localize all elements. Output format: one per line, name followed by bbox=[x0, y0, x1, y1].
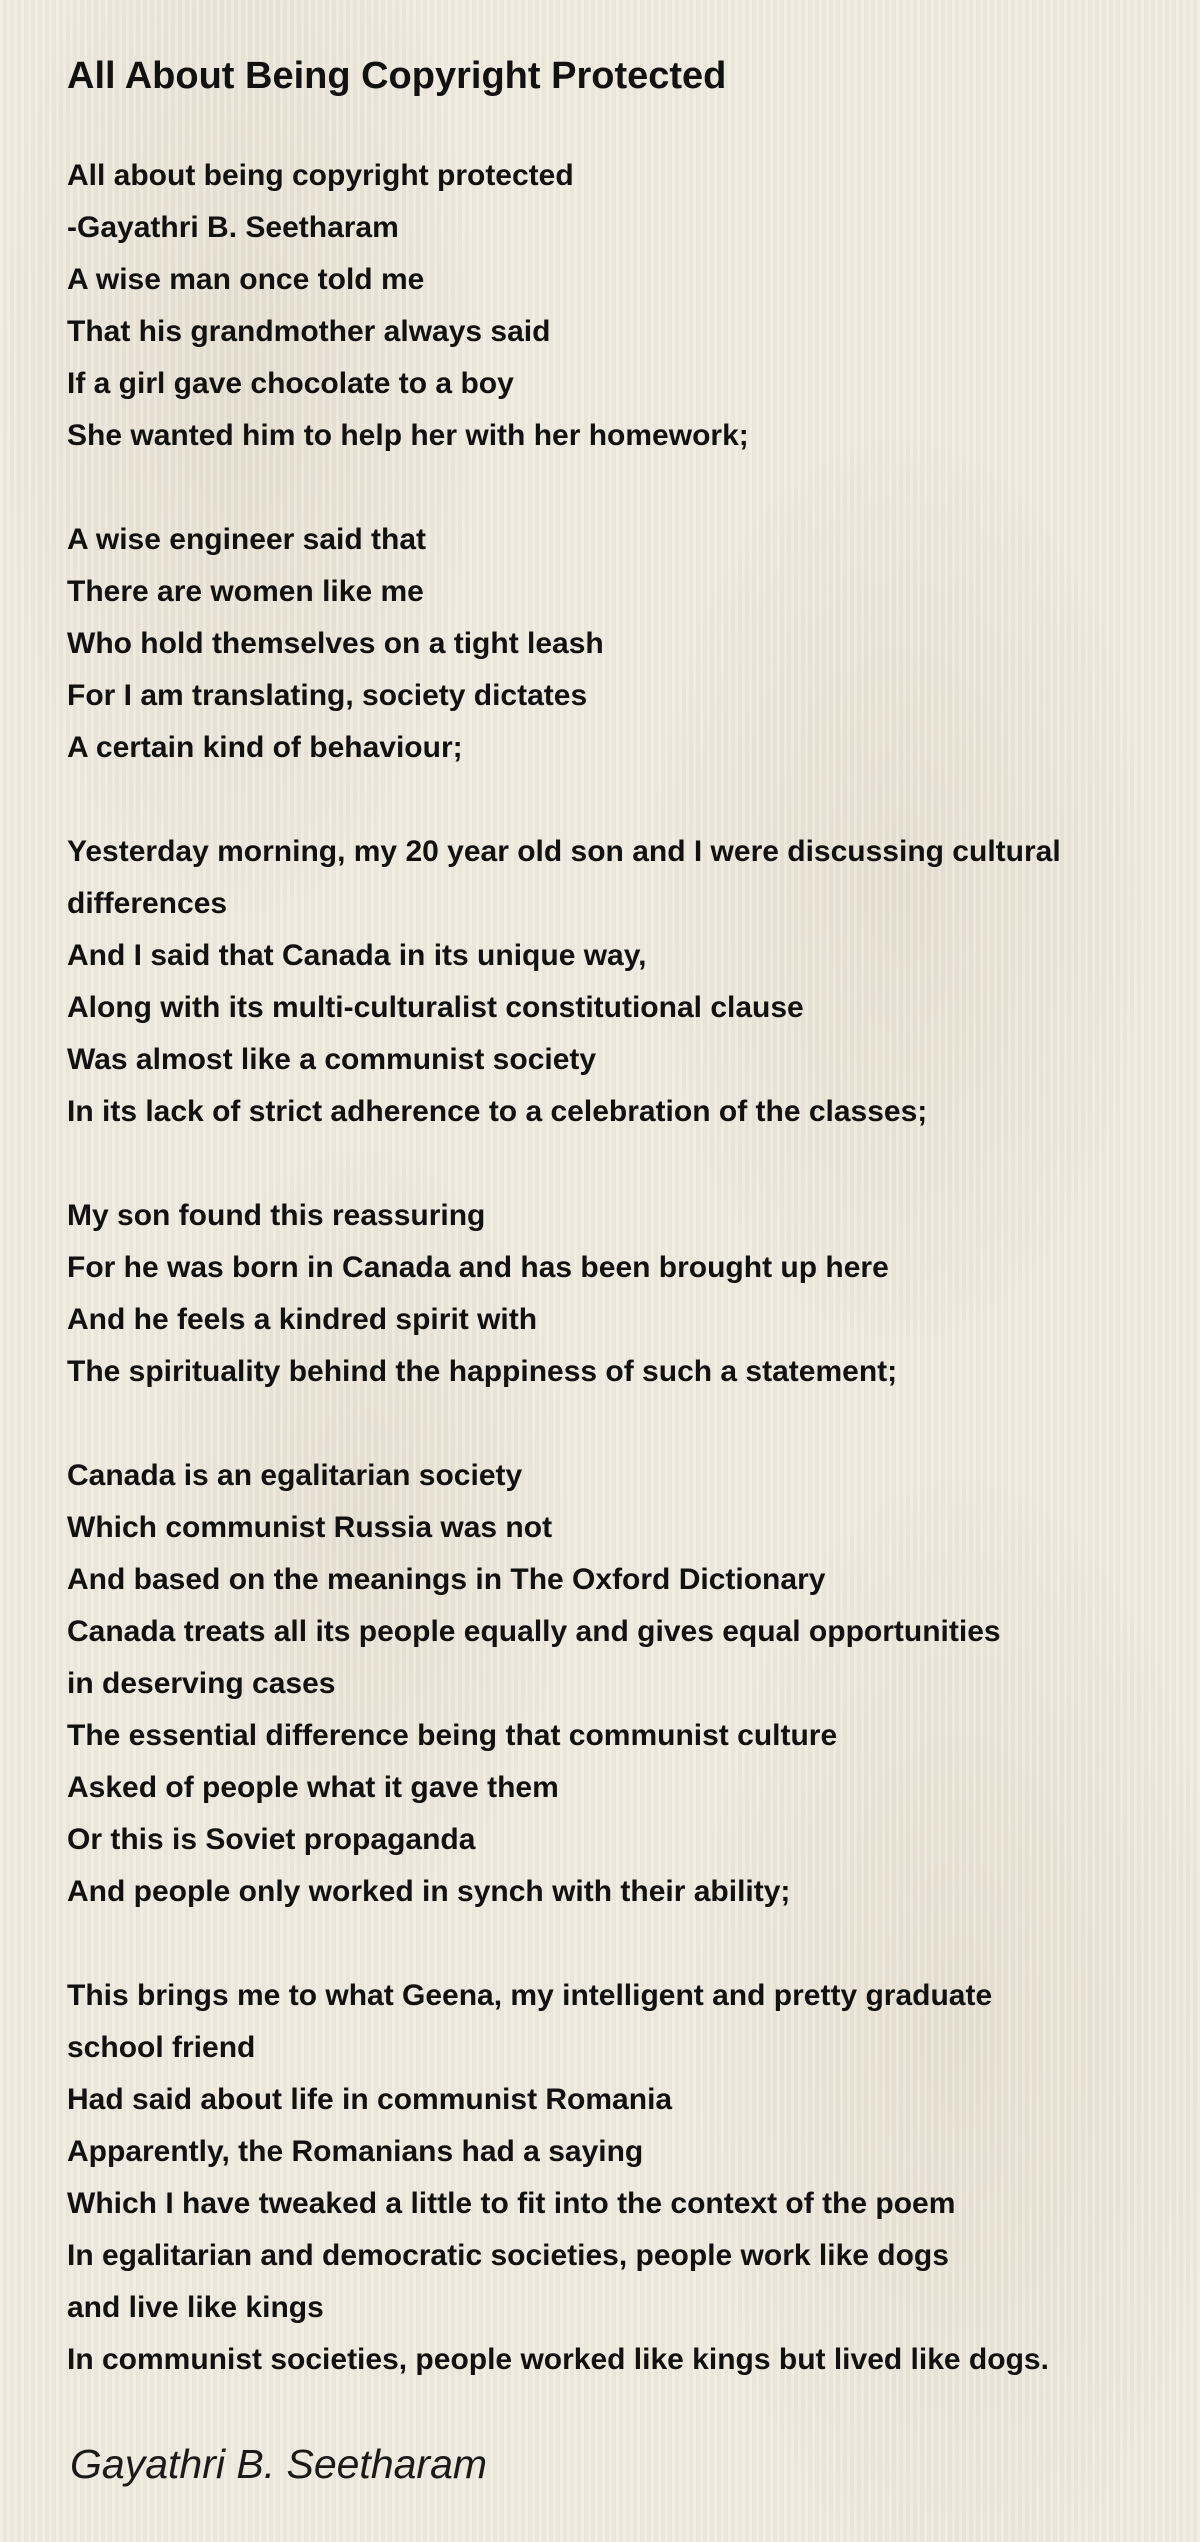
stanza-2 bbox=[67, 514, 1140, 774]
poem-line: and live like kings bbox=[67, 2291, 324, 2324]
poem-line: Canada is an egalitarian society bbox=[67, 1459, 523, 1492]
stanza-3 bbox=[67, 826, 1140, 1138]
poem-line: Had said about life in communist Romania bbox=[67, 2083, 673, 2116]
poem-line: All about being copyright protected bbox=[67, 159, 574, 192]
poem-line: -Gayathri B. Seetharam bbox=[67, 211, 399, 244]
poem-line: In its lack of strict adherence to a celebration of the classes; bbox=[67, 1095, 928, 1128]
stanza-5 bbox=[67, 1450, 1140, 1918]
poem-author: Gayathri B. Seetharam bbox=[70, 2441, 488, 2487]
poem-line: The spirituality behind the happiness of such a statement; bbox=[67, 1355, 898, 1388]
poem-line: For he was born in Canada and has been brought up here bbox=[67, 1251, 889, 1284]
poem-line: She wanted him to help her with her homework; bbox=[67, 419, 749, 452]
poem-line: Along with its multi-culturalist constitutional clause bbox=[67, 991, 804, 1024]
poem-line: The essential difference being that communist culture bbox=[67, 1719, 838, 1752]
poem-line: And people only worked in synch with their ability; bbox=[67, 1875, 791, 1908]
poem-line: My son found this reassuring bbox=[67, 1199, 486, 1232]
stanza-1 bbox=[67, 150, 1140, 462]
poem-line: Yesterday morning, my 20 year old son and I were discussing cultural bbox=[67, 835, 1061, 868]
poem-line: differences bbox=[67, 887, 228, 920]
poem-line: in deserving cases bbox=[67, 1667, 336, 1700]
poem-line: Apparently, the Romanians had a saying bbox=[67, 2135, 644, 2168]
poem-line: school friend bbox=[67, 2031, 256, 2064]
poem-line: A certain kind of behaviour; bbox=[67, 731, 463, 764]
poem-body bbox=[67, 150, 1140, 2386]
poem-line: And I said that Canada in its unique way, bbox=[67, 939, 647, 972]
poem-line: A wise man once told me bbox=[67, 263, 425, 296]
poem-line: A wise engineer said that bbox=[67, 523, 426, 556]
poem-line: And he feels a kindred spirit with bbox=[67, 1303, 538, 1336]
poem-line: Was almost like a communist society bbox=[67, 1043, 597, 1076]
poem-line: And based on the meanings in The Oxford Dictionary bbox=[67, 1563, 826, 1596]
poem-line: Asked of people what it gave them bbox=[67, 1771, 559, 1804]
poem-line: Canada treats all its people equally and gives equal opportunities bbox=[67, 1615, 1001, 1648]
poem-line: Who hold themselves on a tight leash bbox=[67, 627, 604, 660]
poem-line: Which I have tweaked a little to fit into the context of the poem bbox=[67, 2187, 956, 2220]
poem-line: For I am translating, society dictates bbox=[67, 679, 588, 712]
poem-title: All About Being Copyright Protected bbox=[67, 55, 727, 97]
poem-line: In egalitarian and democratic societies, people work like dogs bbox=[67, 2239, 949, 2272]
poem-line: Or this is Soviet propaganda bbox=[67, 1823, 476, 1856]
poem-line: There are women like me bbox=[67, 575, 424, 608]
stanza-6 bbox=[67, 1970, 1140, 2386]
stanza-4 bbox=[67, 1190, 1140, 1398]
poem-line: This brings me to what Geena, my intelligent and pretty graduate bbox=[67, 1979, 993, 2012]
poem-line: Which communist Russia was not bbox=[67, 1511, 553, 1544]
poem-line: That his grandmother always said bbox=[67, 315, 551, 348]
poem-line: If a girl gave chocolate to a boy bbox=[67, 367, 514, 400]
poem-line: In communist societies, people worked like kings but lived like dogs. bbox=[67, 2343, 1049, 2376]
